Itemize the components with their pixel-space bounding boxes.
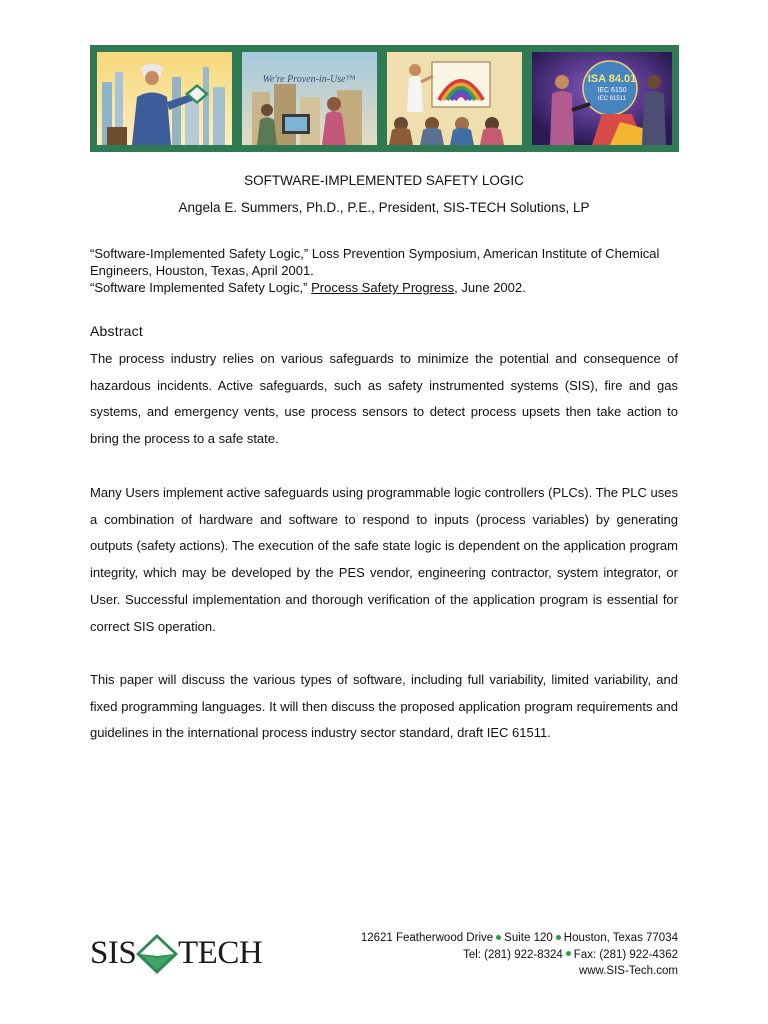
separator-dot (566, 951, 571, 956)
journal-title: Process Safety Progress (311, 280, 455, 295)
fax: Fax: (281) 922-4362 (573, 948, 678, 961)
reference-line (90, 279, 680, 296)
reference-prefix: “Software Implemented Safety Logic,” (90, 280, 312, 295)
logo-text-tech: TECH (178, 935, 263, 971)
address-city: Houston, Texas 77034 (563, 932, 678, 944)
separator-dot (496, 935, 501, 940)
abstract-paragraph: The process industry relies on various safeguards to minimize the potential and consequence of hazardous incidents. Active safeguards, such as safety instrumented systems (SIS), fire and gas systems, and emergency vents, use process sensors to detect process upsets then take action to bring the process to a safe state. (90, 351, 678, 447)
reference-line: Engineers, Houston, Texas, April 2001. (90, 263, 314, 278)
document-title: SOFTWARE-IMPLEMENTED SAFETY LOGIC (244, 173, 524, 188)
publication-references (90, 245, 680, 296)
banner-panel-worker-refinery (97, 52, 232, 145)
separator-dot (556, 935, 561, 940)
document-author: Angela E. Summers, Ph.D., P.E., President, SIS-TECH Solutions, LP (178, 200, 590, 215)
badge-iec-text: IEC 6150 (597, 87, 627, 94)
banner-panel-presentation (387, 52, 522, 145)
header-banner (90, 45, 679, 152)
reference-suffix: , June 2002. (454, 280, 526, 295)
badge-iec61511-text: IEC 61511 (598, 96, 626, 102)
banner-slogan: We're Proven-in-Use™ (262, 74, 356, 85)
abstract-paragraph: Many Users implement active safeguards using programmable logic controllers (PLCs). The PLC uses a combination of hardware and software to respond to inputs (process variables) by generating outputs (safety actions). The execution of the safe state logic is dependent on the application program integrity, which may be developed by the PES vendor, engineering contractor, system integrator, or User. Successful implementation and thorough verification of the application program is essential for correct SIS operation. (90, 485, 678, 634)
address-street: 12621 Featherwood Drive (360, 932, 494, 944)
website-link[interactable]: www.SIS-Tech.com (578, 965, 678, 977)
company-address (361, 930, 678, 980)
address-line (361, 930, 678, 947)
banner-panel-standards (532, 52, 672, 145)
logo-diamond-icon (134, 932, 180, 976)
sis-tech-logo (90, 930, 270, 976)
reference-line: “Software-Implemented Safety Logic,” Loss Prevention Symposium, American Institute of Chemical (90, 246, 660, 261)
badge-isa-text: ISA 84.01 (587, 73, 637, 85)
logo-text-sis: SIS (90, 935, 137, 971)
address-suite: Suite 120 (504, 932, 553, 944)
abstract-paragraph: This paper will discuss the various types of software, including full variability, limited variability, and fixed programming languages. It will then discuss the proposed application program requirements and guidelines in the international process industry sector standard, draft IEC 61511. (90, 672, 678, 741)
telephone: Tel: (281) 922-8324 (463, 948, 563, 961)
abstract-heading: Abstract (90, 323, 143, 339)
banner-panel-proven-in-use (242, 52, 377, 145)
contact-line (361, 947, 678, 964)
